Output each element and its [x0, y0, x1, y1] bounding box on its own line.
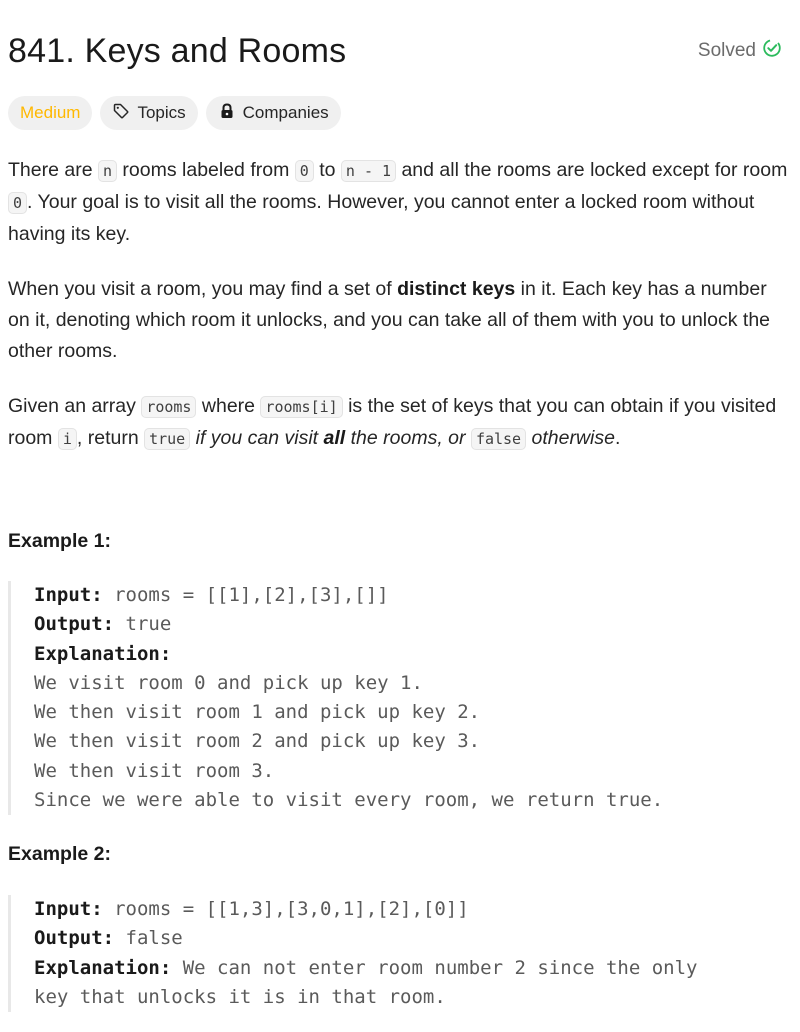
description-paragraph-2: When you visit a room, you may find a set of distinct keys in it. Each key has a number on it, denoting which room it unlocks, and you can take all of them with you to unlock the other rooms.: [8, 278, 771, 362]
solved-status: [698, 38, 782, 64]
example-2-title: Example 2:: [8, 843, 111, 865]
companies-label: Companies: [242, 103, 329, 122]
inline-code: n: [98, 160, 117, 182]
solved-label: Solved: [697, 40, 756, 61]
inline-code: false: [471, 428, 526, 450]
inline-code: 0: [295, 160, 314, 182]
tag-icon: [112, 102, 130, 125]
lock-icon: [218, 102, 236, 125]
example-2-block: Input: rooms = [[1,3],[3,0,1],[2],[0]] Output: false Explanation: We can not enter room number 2 since the only key that unlocks it is in that room.: [8, 895, 788, 1012]
topics-label: Topics: [137, 103, 186, 122]
difficulty-badge: [8, 96, 92, 130]
bold-text: distinct keys: [397, 278, 516, 300]
example-1-block: Input: rooms = [[1],[2],[3],[]] Output: true Explanation: We visit room 0 and pick up key 1. We then visit room 1 and pick up key 2. We then visit room 2 and pick up key 3. We then visit room 3. Since we were able to visit every room, we return true.: [8, 581, 788, 815]
problem-description: [8, 155, 788, 479]
inline-code: rooms[i]: [260, 396, 342, 418]
inline-code: 0: [8, 192, 27, 214]
page-title: 841. Keys and Rooms: [8, 32, 347, 70]
inline-code: n - 1: [341, 160, 396, 182]
description-paragraph-3: Given an array rooms where rooms[i] is the set of keys that you can obtain if you visited room i , return true if you can visit all the rooms, or false otherwise.: [8, 395, 777, 449]
companies-button[interactable]: [206, 96, 341, 130]
check-circle-icon: [762, 38, 782, 64]
tag-pills: [8, 96, 341, 130]
problem-header: [8, 28, 782, 76]
inline-code: i: [58, 428, 77, 450]
inline-code: rooms: [141, 396, 196, 418]
inline-code: true: [144, 428, 190, 450]
example-1-title: Example 1:: [8, 530, 111, 552]
topics-button[interactable]: [100, 96, 197, 130]
description-paragraph-1: There are n rooms labeled from 0 to n - 1 and all the rooms are locked except for room 0 . Your goal is to visit all the rooms. However, you cannot enter a locked room without having its key.: [8, 159, 788, 245]
difficulty-label: Medium: [20, 103, 81, 122]
